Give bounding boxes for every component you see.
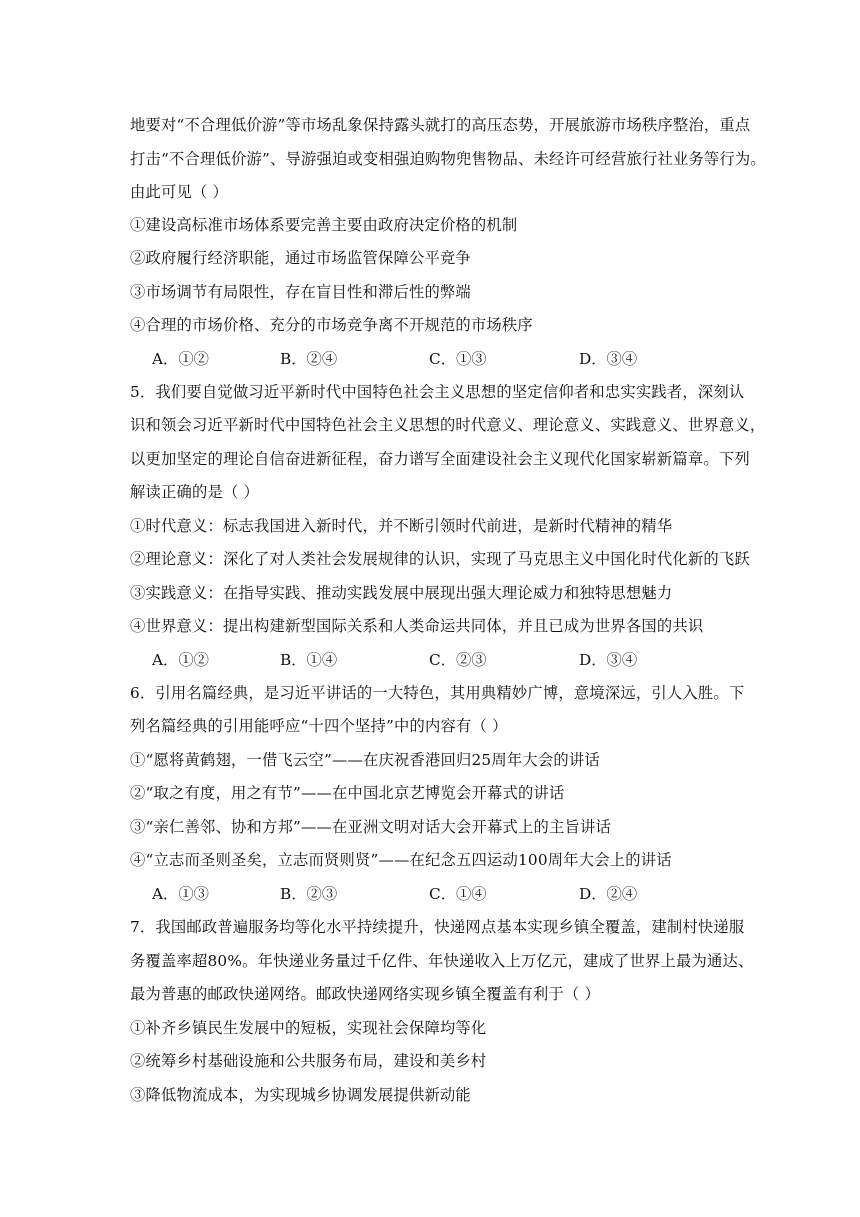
- q4-option-c: C．①③: [429, 350, 487, 368]
- q6-option-d: D．②④: [579, 885, 638, 903]
- q4-statement-4: ④合理的市场价格、充分的市场竞争离不开规范的市场秩序: [130, 316, 533, 334]
- q4-text-line-1: 地要对“不合理低价游”等市场乱象保持露头就打的高压态势，开展旅游市场秩序整治，重点: [130, 116, 751, 134]
- q5-option-a: A．①②: [152, 651, 209, 669]
- q5-statement-1: ①时代意义：标志我国进入新时代，并不断引领时代前进，是新时代精神的精华: [130, 517, 673, 535]
- q4-statement-2: ②政府履行经济职能，通过市场监管保障公平竞争: [130, 249, 471, 267]
- q5-text-line-3: 以更加坚定的理论自信奋进新征程，奋力谱写全面建设社会主义现代化国家崭新篇章。下列: [130, 450, 750, 468]
- q5-statement-4: ④世界意义：提出构建新型国际关系和人类命运共同体，并且已成为世界各国的共识: [130, 617, 704, 635]
- q7-text-line-3: 最为普惠的邮政快递网络。邮政快递网络实现乡镇全覆盖有利于（ ）: [130, 985, 600, 1003]
- q4-text-line-2: 打击“不合理低价游”、导游强迫或变相强迫购物兜售物品、未经许可经营旅行社业务等行为。: [130, 150, 766, 168]
- q5-statement-3: ③实践意义：在指导实践、推动实践发展中展现出强大理论威力和独特思想魅力: [130, 584, 673, 602]
- q4-statement-3: ③市场调节有局限性，存在盲目性和滞后性的弊端: [130, 283, 471, 301]
- q6-option-c: C．①④: [429, 885, 487, 903]
- q7-text-line-2: 务覆盖率超80%。年快递业务量过千亿件、年快递收入上万亿元，建成了世界上最为通达、: [130, 952, 754, 970]
- q6-option-a: A．①③: [152, 885, 209, 903]
- q6-text-line-1: 6．引用名篇经典，是习近平讲话的一大特色，其用典精妙广博，意境深远，引人入胜。下: [130, 684, 745, 702]
- q5-text-line-1: 5．我们要自觉做习近平新时代中国特色社会主义思想的坚定信仰者和忠实实践者，深刻认: [130, 383, 745, 401]
- q6-text-line-2: 列名篇经典的引用能呼应“十四个坚持”中的内容有（ ）: [130, 717, 508, 735]
- q5-text-line-4: 解读正确的是（ ）: [130, 483, 260, 501]
- q7-statement-2: ②统筹乡村基础设施和公共服务布局，建设和美乡村: [130, 1052, 487, 1070]
- q6-option-b: B．②③: [280, 885, 338, 903]
- q6-statement-2: ②“取之有度，用之有节”——在中国北京艺博览会开幕式的讲话: [130, 784, 565, 802]
- q6-statement-1: ①“愿将黄鹤翅，一借飞云空”——在庆祝香港回归25周年大会的讲话: [130, 751, 600, 769]
- q5-text-line-2: 识和领会习近平新时代中国特色社会主义思想的时代意义、理论意义、实践意义、世界意义，: [130, 416, 766, 434]
- q7-statement-3: ③降低物流成本，为实现城乡协调发展提供新动能: [130, 1086, 471, 1104]
- q7-statement-1: ①补齐乡镇民生发展中的短板，实现社会保障均等化: [130, 1019, 487, 1037]
- q6-statement-3: ③“亲仁善邻、协和方邦”——在亚洲文明对话大会开幕式上的主旨讲话: [130, 818, 611, 836]
- q4-option-b: B．②④: [280, 350, 338, 368]
- q5-statement-2: ②理论意义：深化了对人类社会发展规律的认识，实现了马克思主义中国化时代化新的飞跃: [130, 550, 750, 568]
- q5-option-b: B．①④: [280, 651, 338, 669]
- q4-option-a: A．①②: [152, 350, 209, 368]
- q4-statement-1: ①建设高标准市场体系要完善主要由政府决定价格的机制: [130, 216, 518, 234]
- q5-option-c: C．②③: [429, 651, 487, 669]
- q7-text-line-1: 7．我国邮政普遍服务均等化水平持续提升，快递网点基本实现乡镇全覆盖，建制村快递服: [130, 918, 745, 936]
- q5-option-d: D．③④: [579, 651, 638, 669]
- q4-option-d: D．③④: [579, 350, 638, 368]
- q4-text-line-3: 由此可见（ ）: [130, 183, 229, 201]
- q6-statement-4: ④“立志而圣则圣矣，立志而贤则贤”——在纪念五四运动100周年大会上的讲话: [130, 851, 672, 869]
